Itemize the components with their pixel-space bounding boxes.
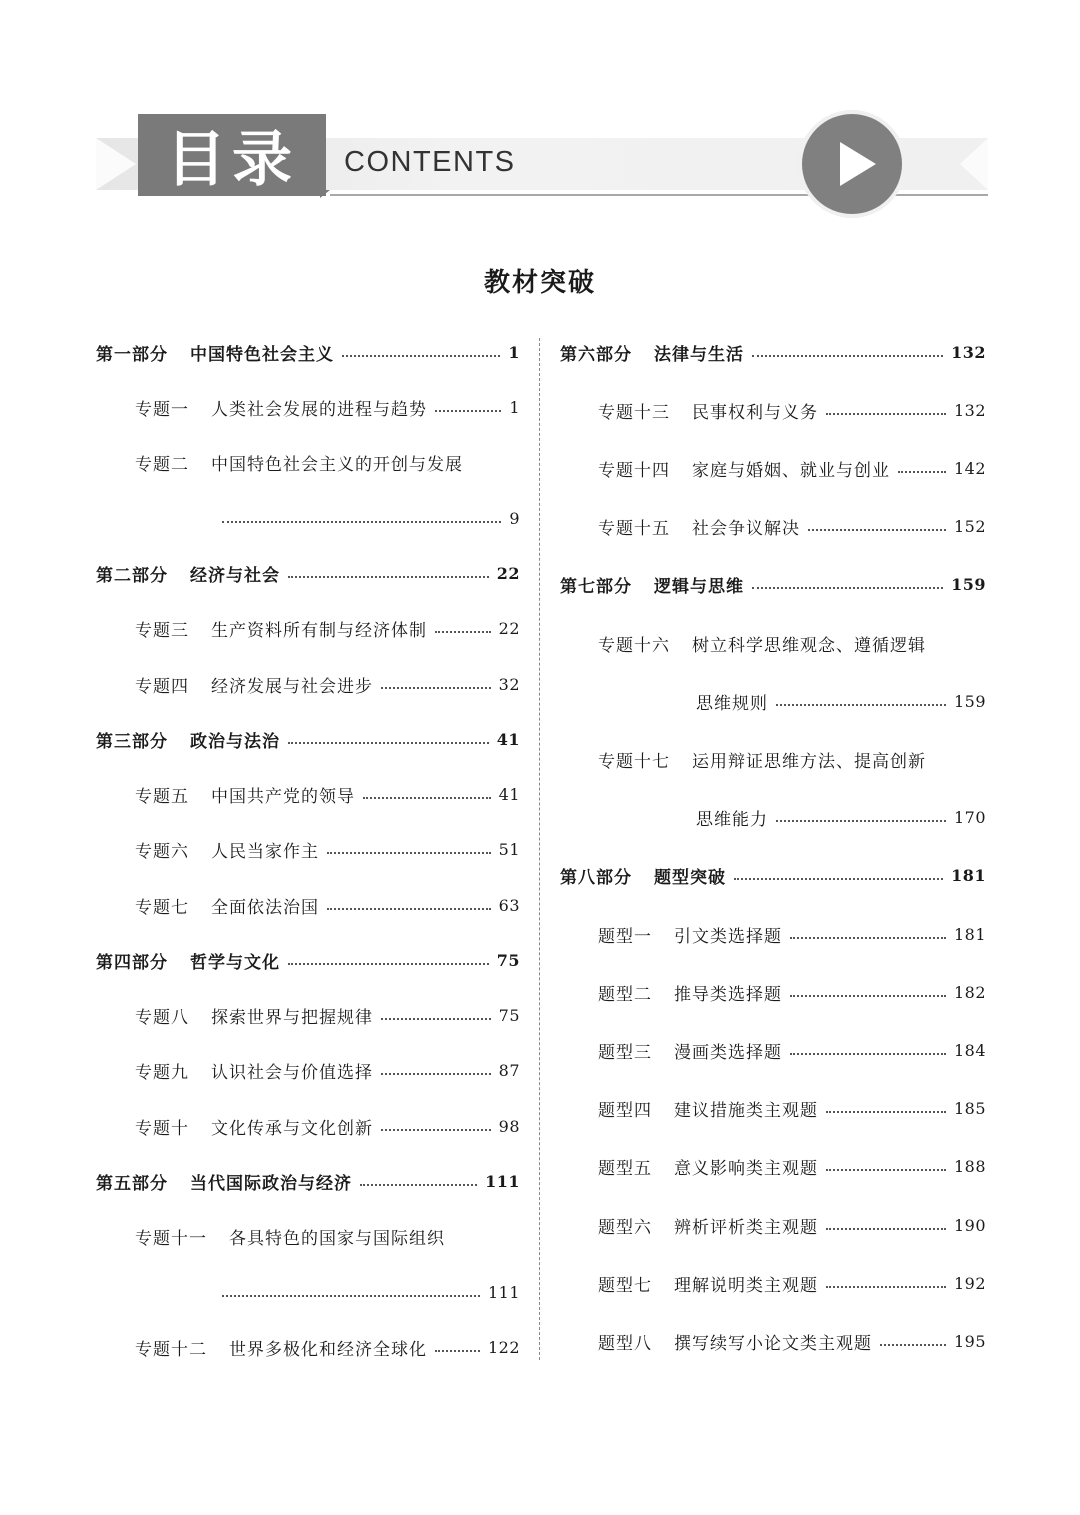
toc-entry-row[interactable] <box>696 802 986 832</box>
toc-entry-row[interactable] <box>598 919 986 949</box>
toc-page-number: 188 <box>953 1156 986 1176</box>
toc-entry-number: 第一部分 <box>96 344 168 365</box>
toc-entry-title: 生产资料所有制与经济体制 <box>211 620 427 641</box>
dot-leader <box>435 410 501 412</box>
toc-entry-number: 专题六 <box>135 841 189 862</box>
toc-page-number: 51 <box>498 839 520 859</box>
toc-entry-number: 专题十 <box>135 1118 189 1139</box>
toc-entry-number: 专题二 <box>135 454 189 475</box>
toc-part-row[interactable] <box>560 860 986 890</box>
toc-entry-title: 逻辑与思维 <box>654 576 744 597</box>
toc-page-number: 41 <box>498 784 520 804</box>
toc-page-number: 132 <box>951 342 986 362</box>
toc-entry-number: 第四部分 <box>96 952 168 973</box>
toc-entry-row[interactable] <box>598 1151 986 1181</box>
dot-leader <box>752 355 943 357</box>
toc-entry-number: 专题一 <box>135 399 189 420</box>
toc-page-number: 111 <box>485 1171 520 1191</box>
toc-entry-row[interactable] <box>598 511 986 541</box>
toc-entry-row[interactable] <box>598 1326 986 1356</box>
toc-entry-row[interactable] <box>135 1111 520 1141</box>
dot-leader <box>776 704 946 706</box>
toc-entry-title: 建议措施类主观题 <box>674 1100 818 1121</box>
toc-entry-number: 第八部分 <box>560 867 632 888</box>
toc-part-row[interactable] <box>96 558 520 588</box>
dot-leader <box>288 742 489 744</box>
dot-leader <box>381 687 491 689</box>
toc-entry-title: 家庭与婚姻、就业与创业 <box>692 460 890 481</box>
toc-entry-row[interactable] <box>135 447 520 477</box>
toc-entry-row[interactable] <box>135 1221 520 1251</box>
toc-entry-row[interactable] <box>135 1055 520 1085</box>
toc-entry-row[interactable] <box>598 744 986 774</box>
toc-entry-row[interactable] <box>598 1210 986 1240</box>
toc-entry-title: 思维能力 <box>696 809 768 830</box>
toc-entry-number: 专题十四 <box>598 460 670 481</box>
toc-entry-title: 引文类选择题 <box>674 926 782 947</box>
contents-title-en: CONTENTS <box>344 146 516 178</box>
toc-entry-number: 题型八 <box>598 1333 652 1354</box>
toc-part-row[interactable] <box>96 1166 520 1196</box>
dot-leader <box>381 1018 491 1020</box>
toc-entry-title: 认识社会与价值选择 <box>211 1062 373 1083</box>
dot-leader <box>790 937 946 939</box>
toc-page-number: 1 <box>508 342 520 362</box>
banner-left-notch <box>96 138 136 190</box>
toc-page-number: 22 <box>496 563 520 583</box>
toc-entry-number: 题型七 <box>598 1275 652 1296</box>
dot-leader <box>826 413 946 415</box>
toc-entry-number: 第五部分 <box>96 1173 168 1194</box>
toc-entry-title: 辨析评析类主观题 <box>674 1217 818 1238</box>
dot-leader <box>790 995 946 997</box>
toc-part-row[interactable] <box>560 337 986 367</box>
toc-entry-title: 政治与法治 <box>190 731 280 752</box>
toc-entry-row[interactable] <box>214 503 520 533</box>
toc-entry-title: 法律与生活 <box>654 344 744 365</box>
toc-entry-title: 文化传承与文化创新 <box>211 1118 373 1139</box>
toc-page-number: 98 <box>498 1116 520 1136</box>
toc-part-row[interactable] <box>96 945 520 975</box>
toc-entry-number: 第七部分 <box>560 576 632 597</box>
toc-entry-number: 题型一 <box>598 926 652 947</box>
dot-leader <box>222 1295 480 1297</box>
toc-page-number: 170 <box>953 807 986 827</box>
toc-entry-row[interactable] <box>598 1035 986 1065</box>
toc-entry-title: 全面依法治国 <box>211 897 319 918</box>
toc-entry-title: 中国特色社会主义 <box>190 344 334 365</box>
toc-entry-title: 人民当家作主 <box>211 841 319 862</box>
dot-leader <box>880 1344 946 1346</box>
toc-entry-title: 运用辩证思维方法、提高创新 <box>692 751 926 772</box>
toc-entry-number: 专题十三 <box>598 402 670 423</box>
dot-leader <box>826 1228 946 1230</box>
play-icon <box>802 114 902 214</box>
toc-entry-row[interactable] <box>598 628 986 658</box>
toc-entry-number: 专题五 <box>135 786 189 807</box>
dot-leader <box>327 908 491 910</box>
toc-page-number: 184 <box>953 1040 986 1060</box>
toc-entry-row[interactable] <box>135 779 520 809</box>
toc-entry-number: 第三部分 <box>96 731 168 752</box>
toc-entry-number: 题型五 <box>598 1158 652 1179</box>
toc-entry-row[interactable] <box>598 453 986 483</box>
dot-leader <box>363 797 491 799</box>
toc-page-number: 132 <box>953 400 986 420</box>
toc-page-number: 9 <box>509 508 520 528</box>
toc-entry-number: 专题十六 <box>598 635 670 656</box>
toc-entry-row[interactable] <box>135 1000 520 1030</box>
contents-title-cn: 目录 <box>166 125 298 195</box>
toc-entry-row[interactable] <box>135 392 520 422</box>
toc-entry-title: 各具特色的国家与国际组织 <box>229 1228 445 1249</box>
dot-leader <box>288 576 489 578</box>
toc-entry-title: 民事权利与义务 <box>692 402 818 423</box>
toc-page-number: 152 <box>953 516 986 536</box>
toc-entry-title: 中国共产党的领导 <box>211 786 355 807</box>
toc-entry-number: 专题十五 <box>598 518 670 539</box>
toc-page-number: 122 <box>487 1337 520 1357</box>
toc-entry-number: 题型六 <box>598 1217 652 1238</box>
dot-leader <box>826 1111 946 1113</box>
dot-leader <box>288 963 489 965</box>
toc-page-number: 182 <box>953 982 986 1002</box>
toc-entry-number: 专题八 <box>135 1007 189 1028</box>
toc-page-number: 190 <box>953 1215 986 1235</box>
toc-page-number: 22 <box>498 618 520 638</box>
toc-entry-title: 理解说明类主观题 <box>674 1275 818 1296</box>
dot-leader <box>381 1129 491 1131</box>
toc-entry-title: 树立科学思维观念、遵循逻辑 <box>692 635 926 656</box>
dot-leader <box>826 1169 946 1171</box>
toc-entry-title: 社会争议解决 <box>692 518 800 539</box>
toc-entry-number: 题型三 <box>598 1042 652 1063</box>
toc-entry-number: 专题三 <box>135 620 189 641</box>
toc-entry-title: 漫画类选择题 <box>674 1042 782 1063</box>
toc-page-number: 1 <box>509 397 520 417</box>
dot-leader <box>790 1053 946 1055</box>
dot-leader <box>342 355 500 357</box>
toc-entry-title: 推导类选择题 <box>674 984 782 1005</box>
toc-entry-row[interactable] <box>598 977 986 1007</box>
toc-page-number: 195 <box>953 1331 986 1351</box>
toc-page-number: 181 <box>951 865 986 885</box>
toc-entry-title: 探索世界与把握规律 <box>211 1007 373 1028</box>
toc-entry-title: 思维规则 <box>696 693 768 714</box>
column-divider <box>539 338 540 1360</box>
toc-entry-title: 意义影响类主观题 <box>674 1158 818 1179</box>
dot-leader <box>752 587 943 589</box>
toc-page-number: 181 <box>953 924 986 944</box>
toc-entry-row[interactable] <box>696 686 986 716</box>
toc-entry-row[interactable] <box>598 395 986 425</box>
toc-part-row[interactable] <box>96 724 520 754</box>
toc-entry-title: 当代国际政治与经济 <box>190 1173 352 1194</box>
toc-entry-title: 题型突破 <box>654 867 726 888</box>
toc-part-row[interactable] <box>96 337 520 367</box>
toc-entry-row[interactable] <box>135 834 520 864</box>
dot-leader <box>381 1073 491 1075</box>
dot-leader <box>327 852 491 854</box>
toc-entry-title: 人类社会发展的进程与趋势 <box>211 399 427 420</box>
toc-page-number: 192 <box>953 1273 986 1293</box>
toc-page-number: 185 <box>953 1098 986 1118</box>
toc-page-number: 63 <box>498 895 520 915</box>
toc-entry-number: 题型二 <box>598 984 652 1005</box>
toc-page-number: 75 <box>498 1005 520 1025</box>
toc-entry-row[interactable] <box>598 1268 986 1298</box>
toc-entry-title: 世界多极化和经济全球化 <box>229 1339 427 1360</box>
title-box-tail <box>320 190 330 198</box>
dot-leader <box>808 529 946 531</box>
toc-page-number: 32 <box>498 674 520 694</box>
toc-entry-row[interactable] <box>598 1093 986 1123</box>
toc-entry-title: 哲学与文化 <box>190 952 280 973</box>
section-title: 教材突破 <box>483 268 596 298</box>
toc-entry-row[interactable] <box>135 613 520 643</box>
toc-page-number: 87 <box>498 1060 520 1080</box>
contents-title-box <box>138 114 326 196</box>
toc-page-number: 75 <box>496 950 520 970</box>
dot-leader <box>435 631 491 633</box>
dot-leader <box>734 878 943 880</box>
toc-entry-title: 中国特色社会主义的开创与发展 <box>211 454 463 475</box>
toc-page-number: 159 <box>953 691 986 711</box>
toc-entry-row[interactable] <box>135 669 520 699</box>
toc-entry-title: 经济与社会 <box>190 565 280 586</box>
dot-leader <box>222 521 501 523</box>
toc-entry-title: 经济发展与社会进步 <box>211 676 373 697</box>
toc-entry-number: 专题十二 <box>135 1339 207 1360</box>
toc-entry-title: 撰写续写小论文类主观题 <box>674 1333 872 1354</box>
toc-page-number: 111 <box>487 1282 520 1302</box>
toc-entry-row[interactable] <box>135 1332 520 1362</box>
toc-entry-number: 专题十七 <box>598 751 670 772</box>
toc-entry-number: 第六部分 <box>560 344 632 365</box>
dot-leader <box>826 1286 946 1288</box>
toc-page-number: 142 <box>953 458 986 478</box>
toc-page-number: 159 <box>951 574 986 594</box>
toc-part-row[interactable] <box>560 569 986 599</box>
toc-entry-number: 专题十一 <box>135 1228 207 1249</box>
dot-leader <box>776 820 946 822</box>
dot-leader <box>360 1184 477 1186</box>
toc-entry-number: 专题七 <box>135 897 189 918</box>
banner-right-notch <box>960 138 988 190</box>
toc-entry-row[interactable] <box>135 890 520 920</box>
toc-entry-number: 题型四 <box>598 1100 652 1121</box>
toc-entry-number: 第二部分 <box>96 565 168 586</box>
toc-entry-number: 专题九 <box>135 1062 189 1083</box>
dot-leader <box>898 471 946 473</box>
toc-entry-number: 专题四 <box>135 676 189 697</box>
toc-entry-row[interactable] <box>214 1277 520 1307</box>
dot-leader <box>435 1350 480 1352</box>
toc-page-number: 41 <box>496 729 520 749</box>
